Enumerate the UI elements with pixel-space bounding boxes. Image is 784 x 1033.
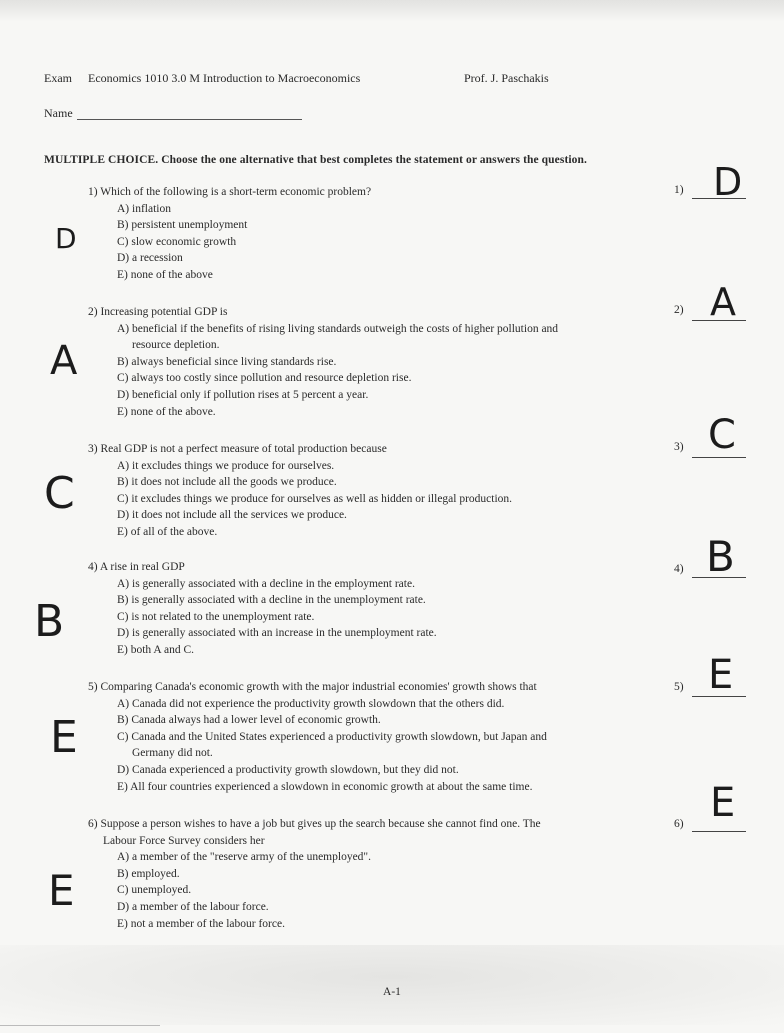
handwritten-answer-margin: C <box>44 468 75 519</box>
option: C) it excludes things we produce for ourselves as well as hidden or illegal production. <box>117 492 513 505</box>
question-stem-continuation: Labour Force Survey considers her <box>103 834 265 847</box>
option: D) is generally associated with an increase in the unemployment rate. <box>117 627 437 640</box>
option: D) it does not include all the services we produce. <box>117 509 347 522</box>
question-stem: 6) Suppose a person wishes to have a job but gives up the search because she cannot find one. The <box>88 818 541 830</box>
name-field <box>44 106 73 121</box>
handwritten-answer-margin: B <box>34 596 65 647</box>
answer-number: 5) <box>674 681 684 693</box>
professor-name: Prof. J. Paschakis <box>464 71 549 85</box>
option: B) it does not include all the goods we produce. <box>117 476 337 489</box>
instructions-text: MULTIPLE CHOICE. Choose the one alternative that best completes the statement or answers the question. <box>44 154 588 166</box>
option: E) All four countries experienced a slowdown in economic growth at about the same time. <box>117 780 533 793</box>
handwritten-answer-margin: D <box>55 222 77 255</box>
handwritten-answer-line: E <box>708 652 734 698</box>
scan-shadow-top <box>0 0 784 22</box>
option: E) both A and C. <box>117 643 194 656</box>
option: A) it excludes things we produce for ourselves. <box>117 459 335 472</box>
option: B) always beneficial since living standards rise. <box>117 355 337 368</box>
answer-number: 2) <box>674 304 684 316</box>
handwritten-answer-line: A <box>710 280 736 324</box>
handwritten-answer-margin: E <box>48 866 75 915</box>
option: A) inflation <box>117 202 171 215</box>
handwritten-answer-line: C <box>708 412 736 458</box>
question-6 <box>88 816 653 932</box>
option: D) a member of the labour force. <box>117 900 269 913</box>
question-1 <box>88 184 653 284</box>
question-4 <box>88 559 653 659</box>
option: C) slow economic growth <box>117 235 237 248</box>
option: C) unemployed. <box>117 884 192 897</box>
option: A) is generally associated with a decline in the employment rate. <box>117 577 415 590</box>
question-stem: 3) Real GDP is not a perfect measure of total production because <box>88 443 387 455</box>
option: E) none of the above <box>117 268 213 281</box>
handwritten-answer-line: B <box>706 532 735 581</box>
instructions <box>44 154 587 166</box>
option: B) is generally associated with a decline in the unemployment rate. <box>117 594 426 607</box>
option: C) is not related to the unemployment rate. <box>117 610 315 623</box>
handwritten-answer-line: E <box>710 780 736 826</box>
handwritten-answer-margin: E <box>50 712 78 763</box>
option: E) none of the above. <box>117 405 216 418</box>
option: B) persistent unemployment <box>117 219 248 232</box>
question-stem: 1) Which of the following is a short-term economic problem? <box>88 186 372 198</box>
name-label: Name <box>44 106 73 120</box>
option: C) always too costly since pollution and resource depletion rise. <box>117 372 412 385</box>
option: B) employed. <box>117 867 180 880</box>
option: A) a member of the "reserve army of the unemployed". <box>117 851 371 864</box>
scan-edge-line <box>0 1025 160 1026</box>
answer-number: 4) <box>674 563 684 575</box>
handwritten-answer-margin: A <box>50 338 78 384</box>
question-stem: 2) Increasing potential GDP is <box>88 306 228 318</box>
question-stem: 4) A rise in real GDP <box>88 561 185 573</box>
question-3 <box>88 441 653 541</box>
answer-blank <box>692 831 746 832</box>
handwritten-answer-line: D <box>713 160 743 204</box>
option-continuation: Germany did not. <box>132 747 213 760</box>
page-number: A-1 <box>383 986 401 998</box>
name-blank-line <box>77 119 302 120</box>
option: D) a recession <box>117 252 183 265</box>
exam-label: Exam <box>44 71 72 85</box>
option: A) Canada did not experience the productivity growth slowdown that the others did. <box>117 697 505 710</box>
option: E) not a member of the labour force. <box>117 917 285 930</box>
option: C) Canada and the United States experienced a productivity growth slowdown, but Japan and <box>117 730 547 743</box>
question-2 <box>88 304 653 420</box>
question-stem: 5) Comparing Canada's economic growth with the major industrial economies' growth shows that <box>88 681 537 693</box>
answer-number: 6) <box>674 818 684 830</box>
option: B) Canada always had a lower level of economic growth. <box>117 714 381 727</box>
option: D) beneficial only if pollution rises at 5 percent a year. <box>117 388 369 401</box>
option: A) beneficial if the benefits of rising living standards outweigh the costs of higher pollution and <box>117 322 559 335</box>
answer-number: 3) <box>674 441 684 453</box>
course-title: Economics 1010 3.0 M Introduction to Macroeconomics <box>88 71 361 85</box>
option: E) of all of the above. <box>117 525 218 538</box>
question-5 <box>88 679 653 795</box>
option-continuation: resource depletion. <box>132 339 220 352</box>
scan-shadow-bottom <box>0 945 784 1025</box>
option: D) Canada experienced a productivity growth slowdown, but they did not. <box>117 763 459 776</box>
answer-number: 1) <box>674 184 684 196</box>
